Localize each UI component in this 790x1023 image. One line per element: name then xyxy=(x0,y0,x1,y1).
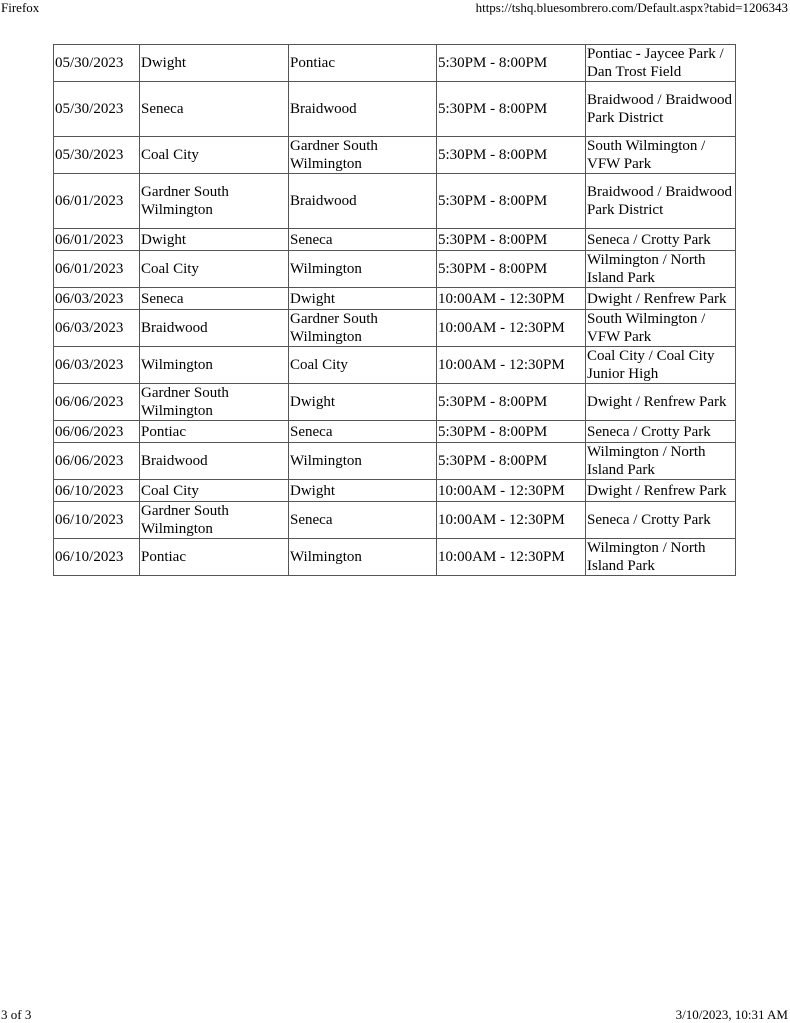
game-date: 06/06/2023 xyxy=(54,421,140,443)
game-date: 06/10/2023 xyxy=(54,502,140,539)
game-date: 05/30/2023 xyxy=(54,137,140,174)
away-team: Dwight xyxy=(289,480,437,502)
table-row xyxy=(54,288,736,310)
table-row xyxy=(54,421,736,443)
table-row xyxy=(54,310,736,347)
table-row xyxy=(54,251,736,288)
table-row xyxy=(54,174,736,229)
game-time: 10:00AM - 12:30PM xyxy=(437,502,586,539)
table-row xyxy=(54,347,736,384)
game-date: 06/10/2023 xyxy=(54,539,140,576)
game-time: 10:00AM - 12:30PM xyxy=(437,347,586,384)
game-date: 06/03/2023 xyxy=(54,288,140,310)
game-time: 10:00AM - 12:30PM xyxy=(437,480,586,502)
game-date: 06/03/2023 xyxy=(54,310,140,347)
home-team: Braidwood xyxy=(140,443,289,480)
game-time: 10:00AM - 12:30PM xyxy=(437,539,586,576)
home-team: Gardner South Wilmington xyxy=(140,174,289,229)
game-location: Seneca / Crotty Park xyxy=(586,421,736,443)
game-time: 5:30PM - 8:00PM xyxy=(437,443,586,480)
away-team: Gardner South Wilmington xyxy=(289,310,437,347)
page-number: 3 of 3 xyxy=(1,1007,32,1022)
game-date: 06/01/2023 xyxy=(54,251,140,288)
table-row xyxy=(54,384,736,421)
game-date: 06/10/2023 xyxy=(54,480,140,502)
table-row xyxy=(54,229,736,251)
away-team: Wilmington xyxy=(289,443,437,480)
home-team: Coal City xyxy=(140,137,289,174)
away-team: Coal City xyxy=(289,347,437,384)
table-row xyxy=(54,443,736,480)
page-url: https://tshq.bluesombrero.com/Default.aspx?tabid=1206343 xyxy=(475,0,788,15)
game-location: Seneca / Crotty Park xyxy=(586,229,736,251)
home-team: Dwight xyxy=(140,229,289,251)
game-location: Wilmington / North Island Park xyxy=(586,539,736,576)
table-row xyxy=(54,137,736,174)
game-time: 5:30PM - 8:00PM xyxy=(437,229,586,251)
game-time: 5:30PM - 8:00PM xyxy=(437,137,586,174)
away-team: Wilmington xyxy=(289,539,437,576)
away-team: Seneca xyxy=(289,229,437,251)
game-time: 5:30PM - 8:00PM xyxy=(437,45,586,82)
away-team: Wilmington xyxy=(289,251,437,288)
table-row xyxy=(54,502,736,539)
game-location: South Wilmington / VFW Park xyxy=(586,137,736,174)
print-footer xyxy=(0,1007,790,1023)
home-team: Braidwood xyxy=(140,310,289,347)
game-date: 06/01/2023 xyxy=(54,229,140,251)
browser-name: Firefox xyxy=(1,0,40,15)
home-team: Gardner South Wilmington xyxy=(140,384,289,421)
away-team: Dwight xyxy=(289,384,437,421)
schedule-body xyxy=(54,45,736,576)
away-team: Pontiac xyxy=(289,45,437,82)
print-datetime: 3/10/2023, 10:31 AM xyxy=(675,1007,788,1022)
home-team: Seneca xyxy=(140,288,289,310)
home-team: Seneca xyxy=(140,82,289,137)
home-team: Dwight xyxy=(140,45,289,82)
away-team: Dwight xyxy=(289,288,437,310)
home-team: Gardner South Wilmington xyxy=(140,502,289,539)
game-date: 06/01/2023 xyxy=(54,174,140,229)
game-location: Braidwood / Braidwood Park District xyxy=(586,174,736,229)
game-location: Wilmington / North Island Park xyxy=(586,443,736,480)
game-date: 06/06/2023 xyxy=(54,443,140,480)
game-location: Pontiac - Jaycee Park / Dan Trost Field xyxy=(586,45,736,82)
game-date: 06/06/2023 xyxy=(54,384,140,421)
game-location: Dwight / Renfrew Park xyxy=(586,288,736,310)
home-team: Pontiac xyxy=(140,421,289,443)
schedule-table xyxy=(53,44,736,576)
game-time: 5:30PM - 8:00PM xyxy=(437,384,586,421)
game-time: 5:30PM - 8:00PM xyxy=(437,174,586,229)
game-location: Dwight / Renfrew Park xyxy=(586,384,736,421)
away-team: Gardner South Wilmington xyxy=(289,137,437,174)
home-team: Pontiac xyxy=(140,539,289,576)
game-location: Dwight / Renfrew Park xyxy=(586,480,736,502)
table-row xyxy=(54,480,736,502)
game-location: Braidwood / Braidwood Park District xyxy=(586,82,736,137)
away-team: Seneca xyxy=(289,502,437,539)
away-team: Braidwood xyxy=(289,82,437,137)
game-location: Seneca / Crotty Park xyxy=(586,502,736,539)
print-header xyxy=(0,0,790,18)
game-date: 05/30/2023 xyxy=(54,45,140,82)
home-team: Coal City xyxy=(140,251,289,288)
away-team: Seneca xyxy=(289,421,437,443)
table-row xyxy=(54,82,736,137)
game-location: Coal City / Coal City Junior High xyxy=(586,347,736,384)
game-time: 5:30PM - 8:00PM xyxy=(437,82,586,137)
game-location: Wilmington / North Island Park xyxy=(586,251,736,288)
home-team: Coal City xyxy=(140,480,289,502)
table-row xyxy=(54,45,736,82)
game-time: 5:30PM - 8:00PM xyxy=(437,251,586,288)
home-team: Wilmington xyxy=(140,347,289,384)
game-time: 5:30PM - 8:00PM xyxy=(437,421,586,443)
game-date: 06/03/2023 xyxy=(54,347,140,384)
table-row xyxy=(54,539,736,576)
game-time: 10:00AM - 12:30PM xyxy=(437,310,586,347)
game-time: 10:00AM - 12:30PM xyxy=(437,288,586,310)
game-location: South Wilmington / VFW Park xyxy=(586,310,736,347)
game-date: 05/30/2023 xyxy=(54,82,140,137)
away-team: Braidwood xyxy=(289,174,437,229)
